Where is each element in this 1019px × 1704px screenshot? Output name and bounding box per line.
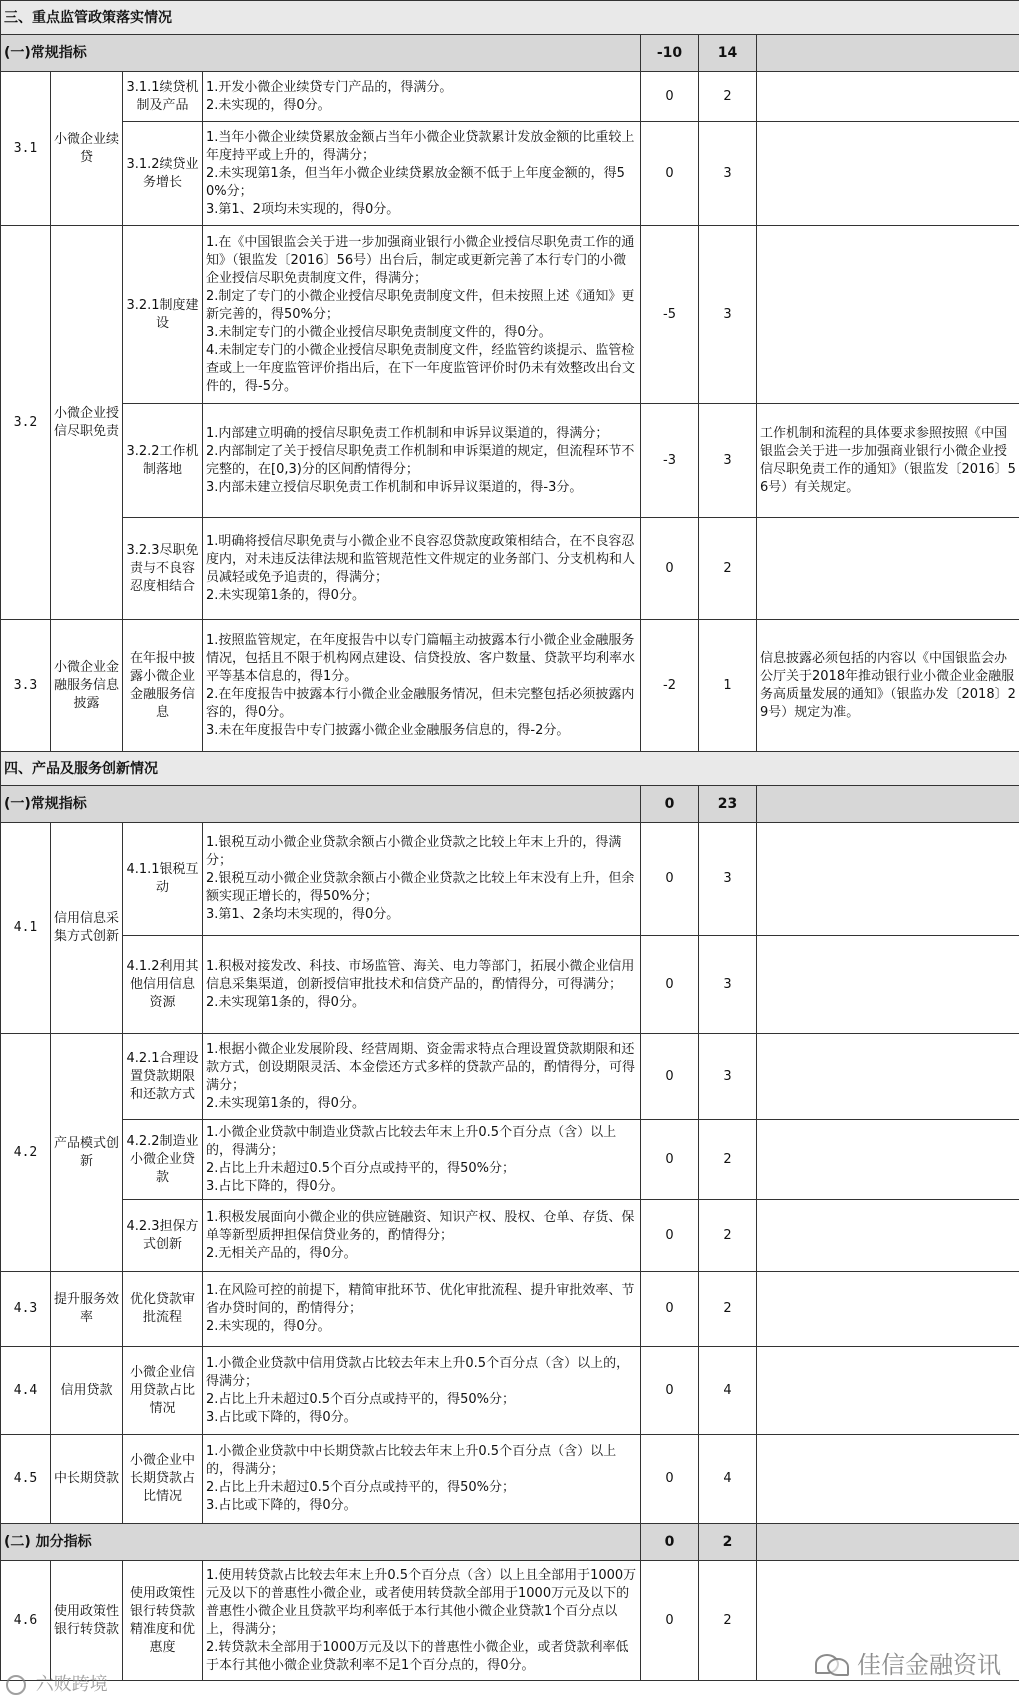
group-label: (一)常规指标 (1, 786, 641, 823)
remark (757, 1347, 1019, 1435)
scoring-rule: 1.明确将授信尽职免责与小微企业不良容忍贷款度政策相结合，在不良容忍度内，对未违反法律法规和监管规范性文件规定的业务部门、分支机构和人员减轻或免予追责的，得满分； 2.未实现第1条的，得0分。 (203, 518, 641, 620)
min-score: 0 (641, 518, 699, 620)
remark: 工作机制和流程的具体要求参照按照《中国银监会关于进一步加强商业银行小微企业授信尽职免责工作的通知》（银监发〔2016〕56号）有关规定。 (757, 404, 1019, 518)
item-name: 信用信息采集方式创新 (51, 823, 123, 1034)
max-score: 4 (699, 1435, 757, 1524)
item-number: 4.5 (1, 1435, 51, 1524)
min-score: 0 (641, 823, 699, 936)
remark (757, 1034, 1019, 1120)
sub-item-name: 4.2.3担保方式创新 (123, 1200, 203, 1272)
watermark-right (815, 1645, 1001, 1680)
group-header (1, 786, 1019, 823)
scoring-rule: 1.小微企业贷款中中长期贷款占比较去年末上升0.5个百分点（含）以上的，得满分； 2.占比上升未超过0.5个百分点或持平的，得50%分； 3.占比或下降的，得0分。 (203, 1435, 641, 1524)
remark (757, 226, 1019, 404)
table-row (1, 404, 1019, 518)
watermark-logo-icon (6, 1675, 26, 1695)
sub-item-name: 4.2.2制造业小微企业贷款 (123, 1120, 203, 1200)
item-name: 提升服务效率 (51, 1272, 123, 1347)
min-score: -3 (641, 404, 699, 518)
sub-item-name: 3.2.1制度建设 (123, 226, 203, 404)
item-number: 4.2 (1, 1034, 51, 1272)
section-title: 四、产品及服务创新情况 (1, 752, 1019, 786)
max-score: 3 (699, 226, 757, 404)
sub-item-name: 4.1.1银税互动 (123, 823, 203, 936)
item-name: 小微企业金融服务信息披露 (51, 620, 123, 752)
group-label: (一)常规指标 (1, 35, 641, 72)
scoring-rule: 1.当年小微企业续贷累放金额占当年小微企业贷款累计发放金额的比重较上年度持平或上升的，得满分； 2.未实现第1条，但当年小微企业续贷累放金额不低于上年度金额的，得50%分； 3.第1、2项均未实现的，得0分。 (203, 122, 641, 226)
sub-item-name: 3.2.3尽职免责与不良容忍度相结合 (123, 518, 203, 620)
remark (757, 72, 1019, 122)
sub-item-name: 使用政策性银行转贷款精准度和优惠度 (123, 1561, 203, 1681)
table-row (1, 936, 1019, 1034)
scoring-rule: 1.开发小微企业续贷专门产品的，得满分。 2.未实现的，得0分。 (203, 72, 641, 122)
min-score: 0 (641, 1347, 699, 1435)
max-score: 3 (699, 122, 757, 226)
remark (757, 518, 1019, 620)
sub-item-name: 在年报中披露小微企业金融服务信息 (123, 620, 203, 752)
table-row (1, 226, 1019, 404)
sub-item-name: 4.1.2利用其他信用信息资源 (123, 936, 203, 1034)
scoring-rule: 1.按照监管规定，在年度报告中以专门篇幅主动披露本行小微企业金融服务情况，包括且不限于机构网点建设、信贷投放、客户数量、贷款平均利率水平等基本信息的，得1分。 2.在年度报告中披露本行小微企业金融服务情况，但未完整包括必须披露内容的，得0分。 3.未在年度报告中专门披露小微企业金融服务信息的，得-2分。 (203, 620, 641, 752)
max-score: 2 (699, 1120, 757, 1200)
scoring-rule: 1.积极对接发改、科技、市场监管、海关、电力等部门，拓展小微企业信用信息采集渠道，创新授信审批技术和信贷产品的，酌情得分，可得满分； 2.未实现第1条的，得0分。 (203, 936, 641, 1034)
group-max: 23 (699, 786, 757, 823)
group-note (757, 35, 1019, 72)
max-score: 1 (699, 620, 757, 752)
item-name: 产品模式创新 (51, 1034, 123, 1272)
table-row (1, 122, 1019, 226)
section-title: 三、重点监管政策落实情况 (1, 1, 1019, 35)
watermark-left (6, 1670, 108, 1696)
remark (757, 1272, 1019, 1347)
group-note (757, 1524, 1019, 1561)
sub-item-name: 3.1.1续贷机制及产品 (123, 72, 203, 122)
item-name: 信用贷款 (51, 1347, 123, 1435)
table-row (1, 1034, 1019, 1120)
scoring-rule: 1.在风险可控的前提下，精简审批环节、优化审批流程、提升审批效率、节省办贷时间的，酌情得分； 2.未实现的，得0分。 (203, 1272, 641, 1347)
watermark-left-text: 六败跨境 (35, 1674, 108, 1695)
item-name: 中长期贷款 (51, 1435, 123, 1524)
min-score: 0 (641, 1120, 699, 1200)
item-name: 小微企业续贷 (51, 72, 123, 226)
sub-item-name: 优化贷款审批流程 (123, 1272, 203, 1347)
max-score: 2 (699, 1272, 757, 1347)
group-min: 0 (641, 786, 699, 823)
watermark-right-text: 佳信金融资讯 (857, 1651, 1001, 1679)
table-row (1, 518, 1019, 620)
item-number: 4.1 (1, 823, 51, 1034)
remark: 信息披露必须包括的内容以《中国银监会办公厅关于2018年推动银行业小微企业金融服务高质量发展的通知》（银监办发〔2018〕29号）规定为准。 (757, 620, 1019, 752)
remark (757, 1435, 1019, 1524)
wechat-icon (815, 1652, 849, 1674)
remark (757, 936, 1019, 1034)
min-score: 0 (641, 1272, 699, 1347)
min-score: 0 (641, 72, 699, 122)
min-score: 0 (641, 936, 699, 1034)
max-score: 3 (699, 404, 757, 518)
scoring-rule: 1.小微企业贷款中制造业贷款占比较去年末上升0.5个百分点（含）以上的，得满分； 2.占比上升未超过0.5个百分点或持平的，得50%分； 3.占比下降的，得0分。 (203, 1120, 641, 1200)
table-row (1, 823, 1019, 936)
table-row (1, 1120, 1019, 1200)
sub-item-name: 3.1.2续贷业务增长 (123, 122, 203, 226)
group-max: 2 (699, 1524, 757, 1561)
section-header-4 (1, 752, 1019, 786)
max-score: 2 (699, 72, 757, 122)
section-header-3 (1, 1, 1019, 35)
max-score: 3 (699, 1034, 757, 1120)
group-note (757, 786, 1019, 823)
group-min: 0 (641, 1524, 699, 1561)
item-number: 4.4 (1, 1347, 51, 1435)
max-score: 2 (699, 518, 757, 620)
max-score: 2 (699, 1200, 757, 1272)
table-row (1, 1435, 1019, 1524)
item-number: 3.2 (1, 226, 51, 620)
item-name: 小微企业授信尽职免责 (51, 226, 123, 620)
group-header (1, 35, 1019, 72)
table-row (1, 72, 1019, 122)
scoring-rule: 1.根据小微企业发展阶段、经营周期、资金需求特点合理设置贷款期限和还款方式，创设期限灵活、本金偿还方式多样的贷款产品的，酌情得分，可得满分； 2.未实现第1条的，得0分。 (203, 1034, 641, 1120)
min-score: 0 (641, 1200, 699, 1272)
group-label: (二) 加分指标 (1, 1524, 641, 1561)
sub-item-name: 3.2.2工作机制落地 (123, 404, 203, 518)
min-score: 0 (641, 122, 699, 226)
min-score: 0 (641, 1561, 699, 1681)
min-score: 0 (641, 1034, 699, 1120)
table-row (1, 1272, 1019, 1347)
max-score: 3 (699, 936, 757, 1034)
item-number: 4.6 (1, 1561, 51, 1681)
sub-item-name: 4.2.1合理设置贷款期限和还款方式 (123, 1034, 203, 1120)
remark (757, 1120, 1019, 1200)
table-row (1, 1200, 1019, 1272)
item-name: 使用政策性银行转贷款 (51, 1561, 123, 1681)
sub-item-name: 小微企业信用贷款占比情况 (123, 1347, 203, 1435)
remark (757, 1200, 1019, 1272)
scoring-rule: 1.内部建立明确的授信尽职免责工作机制和申诉异议渠道的，得满分； 2.内部制定了关于授信尽职免责工作机制和申诉渠道的规定，但流程环节不完整的，在[0,3)分的区间酌情得分； 3.内部未建立授信尽职免责工作机制和申诉异议渠道的，得-3分。 (203, 404, 641, 518)
min-score: 0 (641, 1435, 699, 1524)
sub-item-name: 小微企业中长期贷款占比情况 (123, 1435, 203, 1524)
scoring-rule: 1.使用转贷款占比较去年末上升0.5个百分点（含）以上且全部用于1000万元及以下的普惠性小微企业，或者使用转贷款全部用于1000万元及以下的普惠性小微企业且贷款平均利率低于本行其他小微企业贷款1个百分点以上，得满分； 2.转贷款未全部用于1000万元及以下的普惠性小微企业，或者贷款利率低于本行其他小微企业贷款利率不足1个百分点的，得0分。 (203, 1561, 641, 1681)
max-score: 3 (699, 823, 757, 936)
max-score: 2 (699, 1561, 757, 1681)
group-min: -10 (641, 35, 699, 72)
group-header (1, 1524, 1019, 1561)
item-number: 4.3 (1, 1272, 51, 1347)
scoring-rule: 1.在《中国银监会关于进一步加强商业银行小微企业授信尽职免责工作的通知》（银监发〔2016〕56号）出台后，制定或更新完善了本行专门的小微企业授信尽职免责制度文件，得满分； 2.制定了专门的小微企业授信尽职免责制度文件，但未按照上述《通知》更新完善的，得50%分； 3.未制定专门的小微企业授信尽职免责制度文件的，得0分。 4.未制定专门的小微企业授信尽职免责制度文件，经监管约谈提示、监管检查或上一年度监管评价指出后，在下一年度监管评价时仍未有效整改出台文件的，得-5分。 (203, 226, 641, 404)
remark (757, 823, 1019, 936)
table-row (1, 620, 1019, 752)
group-max: 14 (699, 35, 757, 72)
scoring-rule: 1.小微企业贷款中信用贷款占比较去年末上升0.5个百分点（含）以上的，得满分； 2.占比上升未超过0.5个百分点或持平的，得50%分； 3.占比或下降的，得0分。 (203, 1347, 641, 1435)
min-score: -5 (641, 226, 699, 404)
table-row (1, 1347, 1019, 1435)
scoring-rule: 1.银税互动小微企业贷款余额占小微企业贷款之比较上年末上升的，得满分； 2.银税互动小微企业贷款余额占小微企业贷款之比较上年末没有上升，但余额实现正增长的，得50%分； 3.第1、2条均未实现的，得0分。 (203, 823, 641, 936)
min-score: -2 (641, 620, 699, 752)
item-number: 3.3 (1, 620, 51, 752)
remark (757, 122, 1019, 226)
item-number: 3.1 (1, 72, 51, 226)
max-score: 4 (699, 1347, 757, 1435)
scoring-rule: 1.积极发展面向小微企业的供应链融资、知识产权、股权、仓单、存货、保单等新型质押担保信贷业务的，酌情得分； 2.无相关产品的，得0分。 (203, 1200, 641, 1272)
